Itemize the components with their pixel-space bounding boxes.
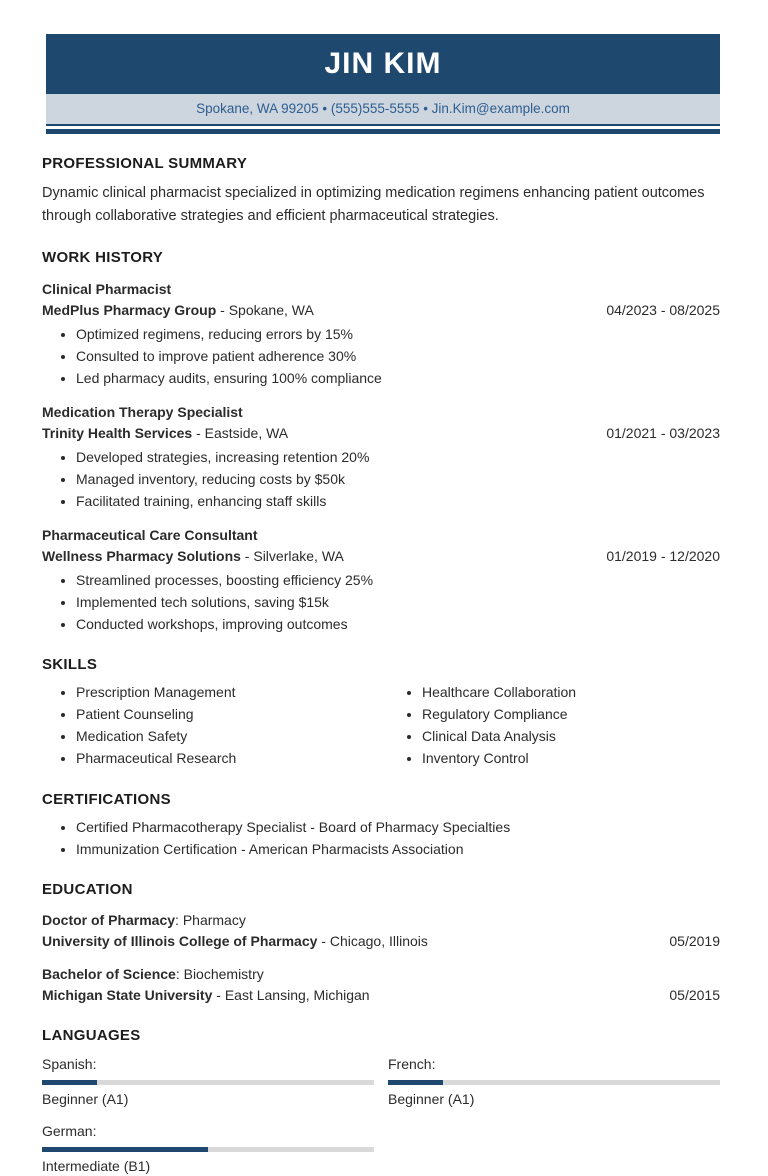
resume-header <box>46 34 720 134</box>
language-name: Spanish: <box>42 1056 97 1072</box>
language-item <box>388 1055 720 1109</box>
job-bullet: • Conducted workshops, improving outcomes <box>76 614 720 635</box>
certification-item: • Immunization Certification - American Pharmacists Association <box>76 839 720 860</box>
company-name: MedPlus Pharmacy Group <box>42 302 217 318</box>
work-history-heading: WORK HISTORY <box>42 249 164 266</box>
degree-field: : Biochemistry <box>175 966 264 982</box>
header-thick-rule <box>46 129 720 134</box>
languages-heading: LANGUAGES <box>42 1027 141 1044</box>
degree-name: Bachelor of Science <box>42 966 176 982</box>
language-progress-track <box>42 1147 374 1152</box>
language-name: French: <box>388 1056 436 1072</box>
certifications-heading: CERTIFICATIONS <box>42 791 171 808</box>
job-bullet: • Facilitated training, enhancing staff skills <box>76 491 720 512</box>
job-company-line <box>42 546 344 567</box>
language-progress-fill <box>388 1080 443 1085</box>
skill-item: • Regulatory Compliance <box>422 704 720 725</box>
language-item <box>42 1055 374 1109</box>
skill-item: • Patient Counseling <box>76 704 374 725</box>
certifications-list <box>42 817 720 860</box>
job-entry <box>42 525 720 635</box>
language-level: Beginner (A1) <box>42 1091 129 1107</box>
job-bullet: • Consulted to improve patient adherence 30% <box>76 346 720 367</box>
education-heading: EDUCATION <box>42 881 133 898</box>
language-progress-fill <box>42 1080 97 1085</box>
languages-grid <box>42 1055 720 1176</box>
job-bullet: • Led pharmacy audits, ensuring 100% compliance <box>76 368 720 389</box>
skill-item: • Inventory Control <box>422 748 720 769</box>
job-bullet: • Streamlined processes, boosting efficiency 25% <box>76 570 720 591</box>
job-dates: 04/2023 - 08/2025 <box>606 302 720 318</box>
language-level: Intermediate (B1) <box>42 1158 151 1174</box>
job-bullet: • Implemented tech solutions, saving $15k <box>76 592 720 613</box>
skills-left-list <box>42 681 374 770</box>
skill-item: • Prescription Management <box>76 682 374 703</box>
degree-line <box>42 964 720 985</box>
summary-text: Dynamic clinical pharmacist specialized in optimizing medication regimens enhancing patient outcomes through collaborative strategies and efficient pharmaceutical strategies. <box>42 185 705 224</box>
company-location: - Spokane, WA <box>216 302 314 318</box>
certification-item: • Certified Pharmacotherapy Specialist - Board of Pharmacy Specialties <box>76 817 720 838</box>
school-location: - East Lansing, Michigan <box>212 987 370 1003</box>
language-progress-fill <box>42 1147 208 1152</box>
degree-name: Doctor of Pharmacy <box>42 912 176 928</box>
job-title: Clinical Pharmacist <box>42 281 172 297</box>
language-level: Beginner (A1) <box>388 1091 475 1107</box>
job-title: Medication Therapy Specialist <box>42 404 243 420</box>
company-name: Trinity Health Services <box>42 425 193 441</box>
job-dates: 01/2021 - 03/2023 <box>606 425 720 441</box>
school-location: - Chicago, Illinois <box>317 933 428 949</box>
job-entry <box>42 402 720 512</box>
language-progress-track <box>388 1080 720 1085</box>
candidate-name: JIN KIM <box>324 47 442 80</box>
job-company-row <box>42 546 720 567</box>
job-bullet-list <box>42 447 720 512</box>
school-name: University of Illinois College of Pharmacy <box>42 933 318 949</box>
skill-item: • Clinical Data Analysis <box>422 726 720 747</box>
job-bullet: • Developed strategies, increasing retention 20% <box>76 447 720 468</box>
school-row <box>42 931 720 952</box>
job-company-line <box>42 300 314 321</box>
job-title: Pharmaceutical Care Consultant <box>42 527 258 543</box>
education-entry <box>42 964 720 1006</box>
summary-heading: PROFESSIONAL SUMMARY <box>42 155 248 172</box>
education-date: 05/2015 <box>669 987 720 1003</box>
job-bullet-list <box>42 570 720 635</box>
skill-item: • Medication Safety <box>76 726 374 747</box>
degree-line <box>42 910 720 931</box>
job-entry <box>42 279 720 389</box>
skills-heading: SKILLS <box>42 656 98 673</box>
school-name: Michigan State University <box>42 987 213 1003</box>
school-row <box>42 985 720 1006</box>
school-line <box>42 985 370 1006</box>
education-date: 05/2019 <box>669 933 720 949</box>
job-company-row <box>42 300 720 321</box>
skills-right-list <box>388 681 720 770</box>
company-name: Wellness Pharmacy Solutions <box>42 548 241 564</box>
skill-item: • Pharmaceutical Research <box>76 748 374 769</box>
job-company-line <box>42 423 288 444</box>
skill-item: • Healthcare Collaboration <box>422 682 720 703</box>
language-item <box>42 1122 374 1176</box>
contact-band <box>46 94 720 126</box>
company-location: - Silverlake, WA <box>240 548 344 564</box>
job-company-row <box>42 423 720 444</box>
education-entry <box>42 910 720 952</box>
skills-columns <box>42 673 720 770</box>
name-banner <box>46 34 720 94</box>
contact-line: Spokane, WA 99205 • (555)555-5555 • Jin.Kim@example.com <box>196 101 570 116</box>
company-location: - Eastside, WA <box>192 425 289 441</box>
job-bullet: • Optimized regimens, reducing errors by 15% <box>76 324 720 345</box>
job-dates: 01/2019 - 12/2020 <box>606 548 720 564</box>
language-name: German: <box>42 1123 97 1139</box>
job-bullet: • Managed inventory, reducing costs by $50k <box>76 469 720 490</box>
certifications-section <box>42 791 720 860</box>
job-bullet-list <box>42 324 720 389</box>
degree-field: : Pharmacy <box>175 912 246 928</box>
school-line <box>42 931 428 952</box>
language-progress-track <box>42 1080 374 1085</box>
